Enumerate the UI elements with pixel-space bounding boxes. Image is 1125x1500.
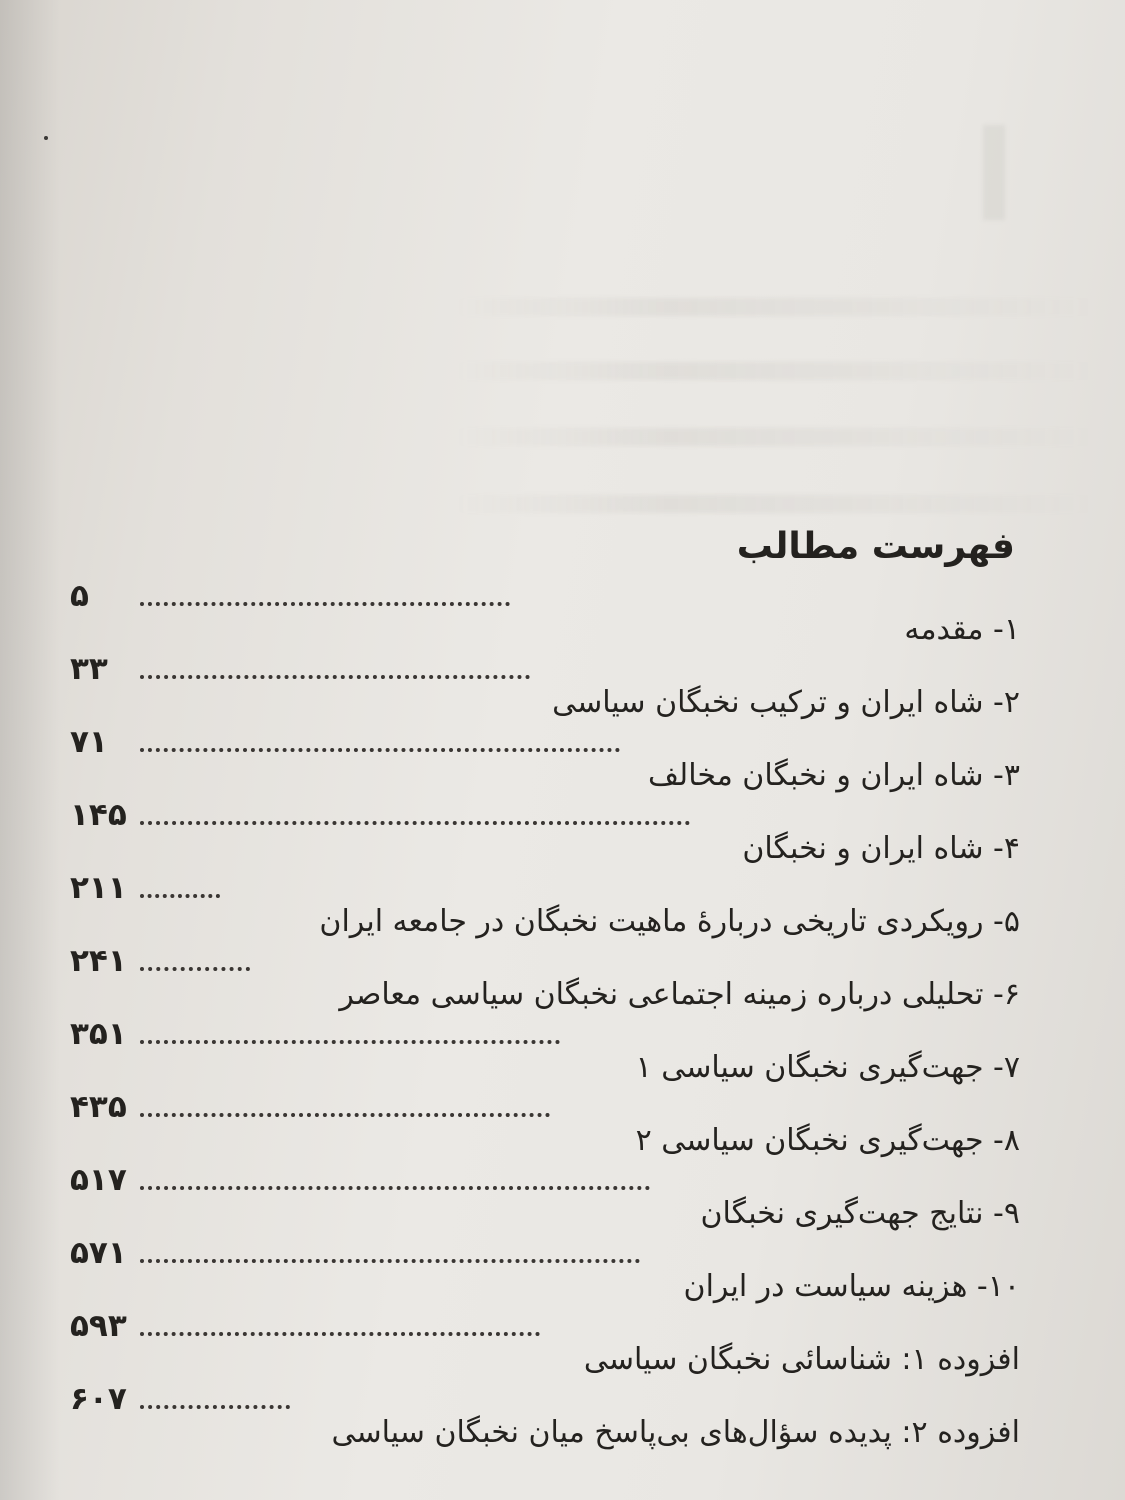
- dot-leader: [140, 1186, 650, 1190]
- show-through-line: [455, 428, 1095, 446]
- dot-leader: [140, 675, 530, 679]
- toc-entry-label: ۵- رویکردی تاریخی دربارهٔ ماهیت نخبگان در جامعه ایران: [319, 904, 1020, 939]
- toc-page-number: ۵۹۳: [70, 1308, 127, 1344]
- toc-page-number: ۲۱۱: [70, 870, 127, 906]
- toc-page-number: ۶۰۷: [70, 1381, 127, 1417]
- toc-entry-label: ۷- جهت‌گیری نخبگان سیاسی ۱: [635, 1050, 1020, 1085]
- dot-leader: [140, 967, 250, 971]
- toc-entry-label: ۳- شاه ایران و نخبگان مخالف: [648, 758, 1020, 793]
- toc-page-number: ۱۴۵: [70, 797, 127, 833]
- ink-dot: [44, 136, 48, 140]
- toc-entry: [70, 870, 1020, 943]
- toc-entry: [70, 1089, 1020, 1162]
- toc-entry: [70, 1162, 1020, 1235]
- toc-entry-label: ۶- تحلیلی درباره زمینه اجتماعی نخبگان سیاسی معاصر: [339, 977, 1020, 1012]
- toc-page-number: ۲۴۱: [70, 943, 127, 979]
- toc-page-number: ۵: [70, 578, 89, 614]
- show-through-mark: [983, 125, 1005, 220]
- dot-leader: [140, 748, 620, 752]
- dot-leader: [140, 1259, 640, 1263]
- toc-page-number: ۵۷۱: [70, 1235, 127, 1271]
- toc-entry: [70, 1308, 1020, 1381]
- toc-page-number: ۴۳۵: [70, 1089, 127, 1125]
- dot-leader: [140, 1040, 560, 1044]
- toc-page-number: ۷۱: [70, 724, 108, 760]
- toc-entry-label: ۹- نتایج جهت‌گیری نخبگان: [700, 1196, 1020, 1231]
- page-gutter-shadow: [0, 0, 60, 1500]
- dot-leader: [140, 602, 510, 606]
- dot-leader: [140, 894, 220, 898]
- show-through-line: [455, 362, 1095, 380]
- toc-entry: [70, 724, 1020, 797]
- show-through-line: [455, 495, 1095, 513]
- toc-entry-label: ۱- مقدمه: [904, 612, 1020, 647]
- toc-entry-label: افزوده ۲: پدیده سؤال‌های بی‌پاسخ میان نخبگان سیاسی: [331, 1415, 1020, 1450]
- toc-entry: [70, 1381, 1020, 1454]
- toc-entry: [70, 1235, 1020, 1308]
- toc-entry-label: ۲- شاه ایران و ترکیب نخبگان سیاسی: [552, 685, 1020, 720]
- dot-leader: [140, 1332, 540, 1336]
- toc-entry: [70, 797, 1020, 870]
- show-through-line: [455, 298, 1095, 316]
- dot-leader: [140, 821, 690, 825]
- toc-entry-label: ۱۰- هزینه سیاست در ایران: [683, 1269, 1020, 1304]
- toc-entry-label: ۴- شاه ایران و نخبگان: [742, 831, 1020, 866]
- toc-title: فهرست مطالب: [736, 526, 1015, 567]
- toc-entry-label: ۸- جهت‌گیری نخبگان سیاسی ۲: [635, 1123, 1020, 1158]
- toc-entry: [70, 651, 1020, 724]
- toc-list: [70, 578, 1020, 1454]
- toc-entry-label: افزوده ۱: شناسائی نخبگان سیاسی: [583, 1342, 1020, 1377]
- dot-leader: [140, 1405, 290, 1409]
- toc-entry: [70, 943, 1020, 1016]
- toc-page-number: ۳۳: [70, 651, 108, 687]
- toc-entry: [70, 1016, 1020, 1089]
- toc-page-number: ۵۱۷: [70, 1162, 127, 1198]
- toc-entry: [70, 578, 1020, 651]
- dot-leader: [140, 1113, 550, 1117]
- toc-page-number: ۳۵۱: [70, 1016, 127, 1052]
